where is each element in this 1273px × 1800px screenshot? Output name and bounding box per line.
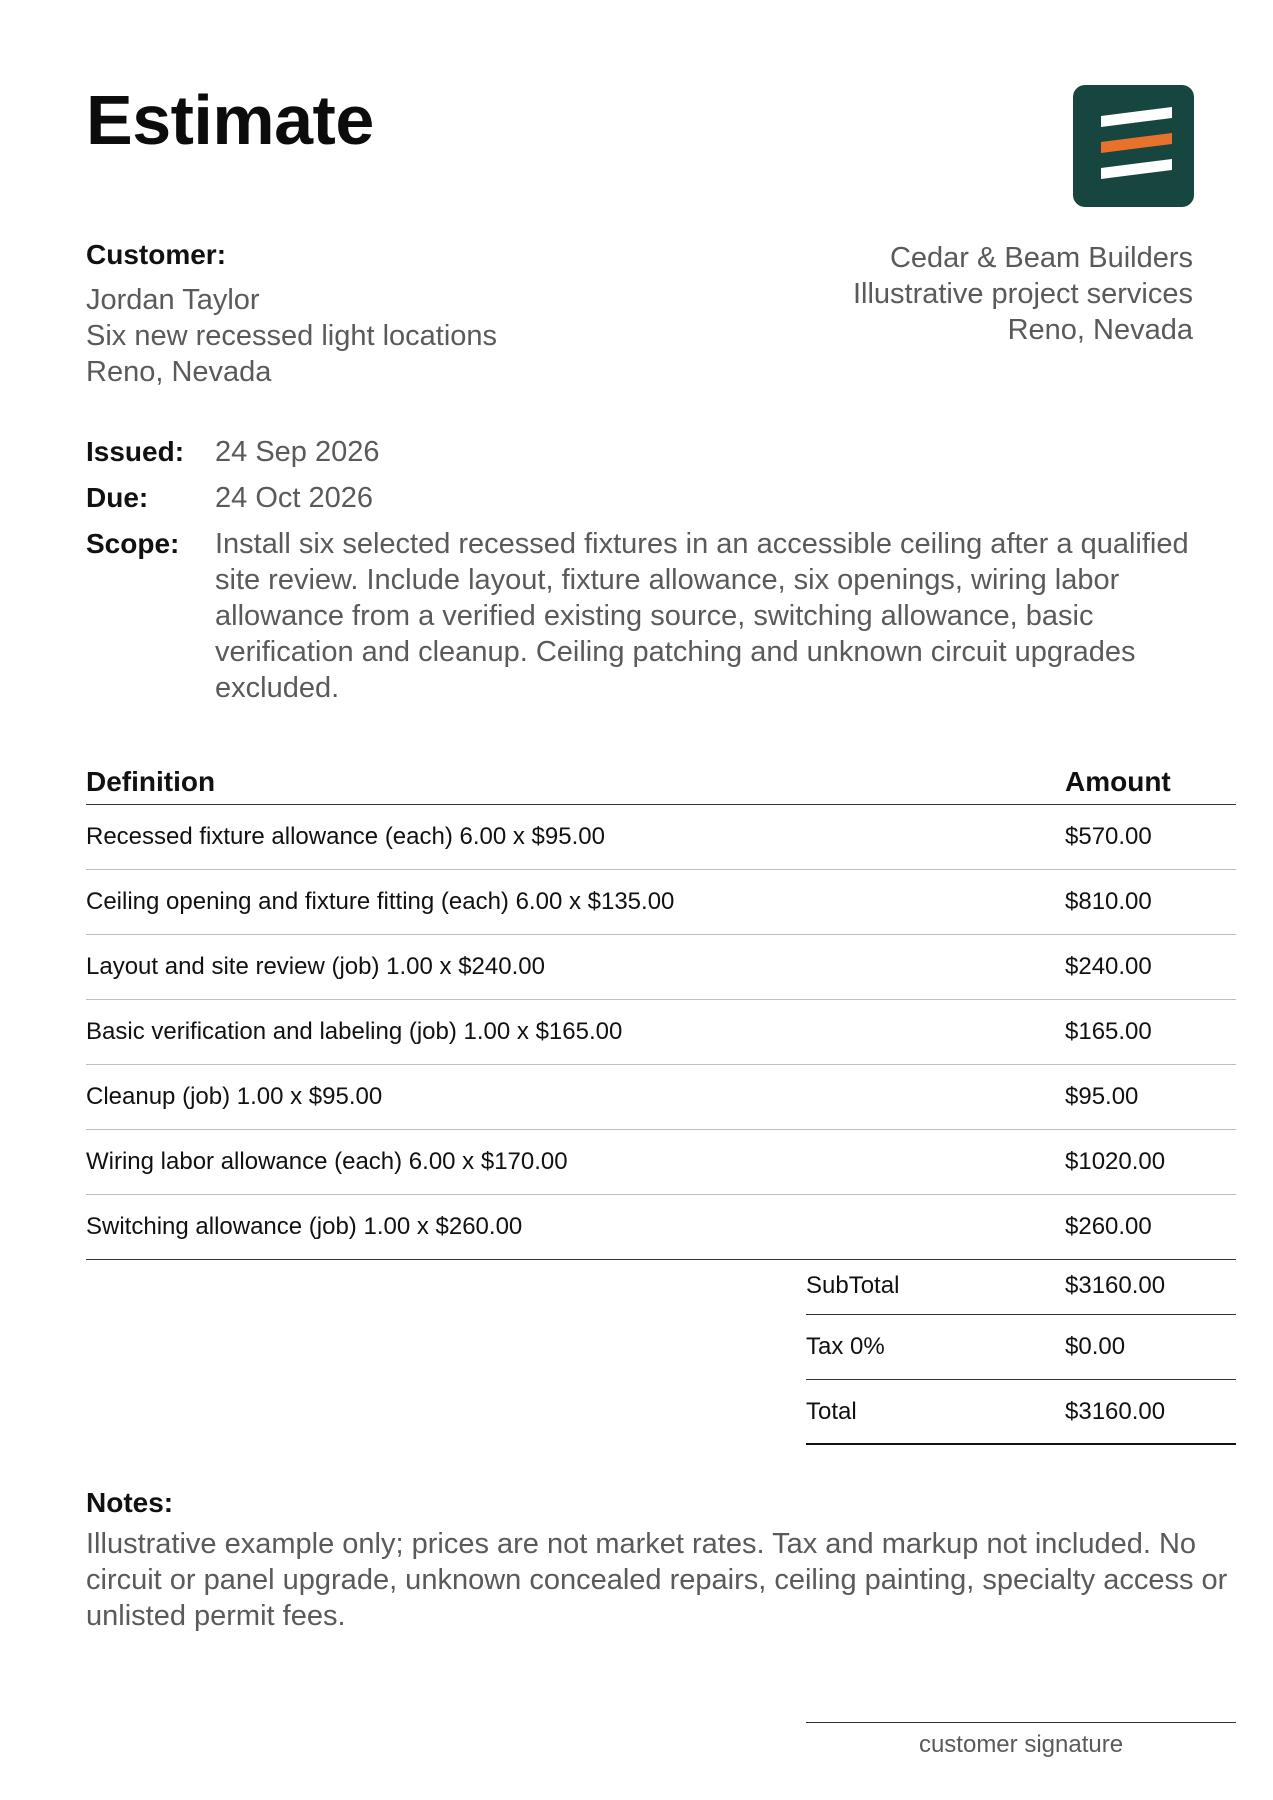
customer-name: Jordan Taylor xyxy=(86,284,260,316)
subtotal-row xyxy=(806,1258,1236,1315)
table-row xyxy=(86,1065,1236,1130)
item-amount: $570.00 xyxy=(1065,823,1152,850)
company-block xyxy=(673,240,1193,348)
table-row xyxy=(86,1000,1236,1065)
item-amount: $1020.00 xyxy=(1065,1148,1166,1175)
customer-signature-line xyxy=(806,1722,1236,1759)
due-value: 24 Oct 2026 xyxy=(215,482,373,514)
item-definition: Wiring labor allowance (each) 6.00 x $170.00 xyxy=(86,1148,568,1175)
scope-row xyxy=(86,526,1226,706)
table-row xyxy=(86,1130,1236,1195)
due-row xyxy=(86,480,1226,516)
table-row xyxy=(86,870,1236,935)
scope-value: Install six selected recessed fixtures in an accessible ceiling after a qualified site review. Include layout, fixture allowance, six openings, wiring labor allowance from a verified existing source, switching allowance, basic verification and cleanup. Ceiling patching and unknown circuit upgrades excluded. xyxy=(215,528,1189,704)
amount-header: Amount xyxy=(1065,766,1171,797)
tax-label: Tax 0% xyxy=(806,1333,885,1360)
notes-label: Notes: xyxy=(86,1487,174,1518)
definition-header: Definition xyxy=(86,766,216,797)
subtotal-value: $3160.00 xyxy=(1065,1272,1166,1299)
table-row xyxy=(86,1195,1236,1260)
item-amount: $810.00 xyxy=(1065,888,1152,915)
issued-label: Issued: xyxy=(86,436,185,467)
item-amount: $260.00 xyxy=(1065,1213,1152,1240)
notes-text: Illustrative example only; prices are not market rates. Tax and markup not included. No circuit or panel upgrade, unknown concealed repairs, ceiling painting, specialty access or unlisted permit fees. xyxy=(86,1528,1228,1632)
customer-location: Reno, Nevada xyxy=(86,356,272,388)
scope-label: Scope: xyxy=(86,528,180,559)
due-label: Due: xyxy=(86,482,149,513)
line-items-table xyxy=(86,760,1236,1260)
customer-label: Customer: xyxy=(86,239,227,270)
issued-row xyxy=(86,434,1226,470)
item-definition: Recessed fixture allowance (each) 6.00 x $95.00 xyxy=(86,823,605,850)
item-definition: Switching allowance (job) 1.00 x $260.00 xyxy=(86,1213,523,1240)
company-name: Cedar & Beam Builders xyxy=(889,242,1193,274)
total-row xyxy=(806,1380,1236,1445)
item-definition: Cleanup (job) 1.00 x $95.00 xyxy=(86,1083,383,1110)
table-header xyxy=(86,760,1236,805)
stacked-planks-logo-icon xyxy=(1073,85,1194,207)
tax-value: $0.00 xyxy=(1065,1333,1126,1360)
issued-value: 24 Sep 2026 xyxy=(215,436,380,468)
item-definition: Ceiling opening and fixture fitting (each) 6.00 x $135.00 xyxy=(86,888,675,915)
document-title: Estimate xyxy=(86,81,374,159)
signature-label: customer signature xyxy=(918,1731,1124,1758)
totals-table xyxy=(806,1258,1236,1445)
subtotal-label: SubTotal xyxy=(806,1272,900,1299)
company-location: Reno, Nevada xyxy=(1007,314,1193,346)
item-amount: $240.00 xyxy=(1065,953,1152,980)
item-definition: Basic verification and labeling (job) 1.00 x $165.00 xyxy=(86,1018,623,1045)
table-row xyxy=(86,805,1236,870)
total-value: $3160.00 xyxy=(1065,1397,1166,1425)
customer-block xyxy=(86,238,706,390)
company-tagline: Illustrative project services xyxy=(852,278,1193,310)
table-row xyxy=(86,935,1236,1000)
item-amount: $95.00 xyxy=(1065,1083,1139,1110)
tax-row xyxy=(806,1315,1236,1380)
item-definition: Layout and site review (job) 1.00 x $240.00 xyxy=(86,953,545,980)
item-amount: $165.00 xyxy=(1065,1018,1152,1045)
company-logo-icon xyxy=(1073,85,1194,207)
estimate-meta xyxy=(86,434,1226,706)
notes-section xyxy=(86,1486,1236,1634)
total-label: Total xyxy=(806,1397,857,1425)
customer-project: Six new recessed light locations xyxy=(86,320,498,352)
